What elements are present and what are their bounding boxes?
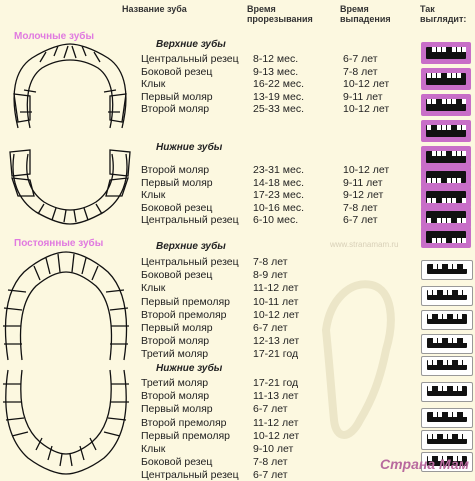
tooth-name: Клык [141, 78, 166, 90]
tooth-name: Первый моляр [141, 322, 213, 334]
tooth-name: Второй моляр [141, 390, 210, 403]
fallout-time: 7-8 лет [343, 201, 378, 214]
eruption-time: 23-31 мес. [253, 164, 304, 176]
eruption-time: 10-11 лет [253, 295, 299, 308]
mouth-illustration [421, 430, 473, 450]
mouth-illustration [421, 94, 471, 116]
tooth-name: Клык [141, 443, 166, 455]
tooth-name: Первый моляр [141, 403, 213, 416]
fallout-time: 9-11 лет [343, 90, 383, 103]
tooth-name: Второй моляр [141, 103, 210, 115]
perm-lower-jaw [3, 370, 129, 474]
fallout-time: 9-12 лет [343, 189, 384, 201]
mouth-illustration [421, 260, 473, 280]
tooth-name: Центральный резец [141, 256, 239, 268]
eruption-time: 14-18 мес. [253, 176, 304, 189]
tooth-name: Первый моляр [141, 176, 213, 189]
eruption-time: 6-7 лет [253, 322, 288, 334]
eruption-time: 13-19 мес. [253, 90, 304, 103]
header-name: Название зуба [122, 4, 187, 14]
tooth-name: Второй премоляр [141, 308, 227, 321]
perm-lower-subhead: Нижние зубы [156, 363, 223, 374]
eruption-time: 9-10 лет [253, 443, 294, 455]
tooth-name: Первый моляр [141, 90, 213, 103]
eruption-time: 17-21 год [253, 377, 299, 389]
mouth-illustration [421, 286, 473, 306]
mouth-illustration [421, 146, 471, 168]
tooth-name: Центральный резец [141, 214, 239, 226]
eruption-time: 8-9 лет [253, 269, 288, 282]
tooth-name: Центральный резец [141, 53, 239, 65]
tooth-name: Первый премоляр [141, 429, 230, 442]
fallout-time: 10-12 лет [343, 78, 390, 90]
eruption-time: 7-8 лет [253, 456, 288, 469]
fallout-time: 7-8 лет [343, 65, 378, 78]
tooth-name: Второй моляр [141, 164, 210, 176]
tooth-name: Третий моляр [141, 348, 209, 361]
mouth-illustration [421, 166, 471, 188]
mouth-illustration [421, 310, 473, 330]
eruption-time: 17-21 год [253, 348, 299, 361]
eruption-time: 12-13 лет [253, 335, 300, 348]
eruption-time: 25-33 мес. [253, 103, 304, 115]
tooth-name: Клык [141, 282, 166, 295]
eruption-time: 16-22 мес. [253, 78, 304, 90]
baby-lower-jaw [10, 150, 130, 224]
decorative-tooth-shape [326, 284, 391, 435]
tooth-name: Третий моляр [141, 377, 209, 389]
mouth-illustration [421, 206, 471, 228]
baby-upper-subhead: Верхние зубы [156, 39, 226, 50]
eruption-time: 6-7 лет [253, 469, 288, 481]
baby-lower-subhead: Нижние зубы [156, 142, 223, 153]
eruption-time: 8-12 мес. [253, 53, 299, 65]
tooth-name: Боковой резец [141, 201, 213, 214]
header-look-line2: выглядит: [420, 14, 467, 24]
perm-upper-subhead: Верхние зубы [156, 241, 226, 252]
tooth-name: Второй моляр [141, 335, 210, 348]
mouth-illustration [421, 226, 471, 248]
mouth-illustration [421, 408, 473, 428]
header-erupt-line2: прорезывания [247, 14, 313, 24]
mouth-illustration [421, 334, 473, 354]
eruption-time: 10-16 мес. [253, 201, 304, 214]
baby-upper-jaw [14, 44, 126, 128]
header-fall-line2: выпадения [340, 14, 391, 24]
eruption-time: 17-23 мес. [253, 189, 304, 201]
mouth-illustration [421, 68, 471, 90]
mouth-illustration [421, 382, 473, 402]
mouth-illustration [421, 42, 471, 64]
fallout-time: 6-7 лет [343, 53, 378, 65]
tooth-name: Первый премоляр [141, 295, 230, 308]
fallout-time: 6-7 лет [343, 214, 378, 226]
fallout-time: 10-12 лет [343, 164, 390, 176]
header-fall-line1: Время [340, 4, 369, 14]
fallout-time: 10-12 лет [343, 103, 390, 115]
perm-teeth-title: Постоянные зубы [14, 238, 104, 249]
eruption-time: 11-12 лет [253, 416, 299, 429]
tooth-name: Боковой резец [141, 65, 213, 78]
baby-teeth-title: Молочные зубы [14, 31, 94, 42]
perm-upper-jaw [3, 252, 129, 360]
eruption-time: 9-13 мес. [253, 65, 299, 78]
eruption-time: 10-12 лет [253, 429, 300, 442]
mouth-illustration [421, 186, 471, 208]
eruption-time: 11-13 лет [253, 390, 299, 403]
fallout-time: 9-11 лет [343, 176, 383, 189]
eruption-time: 6-10 мес. [253, 214, 299, 226]
eruption-time: 11-12 лет [253, 282, 299, 295]
header-look-line1: Так [420, 4, 435, 14]
header-erupt-line1: Время [247, 4, 276, 14]
tooth-name: Второй премоляр [141, 416, 227, 429]
eruption-time: 10-12 лет [253, 308, 300, 321]
mouth-illustration [421, 120, 471, 142]
watermark: Страна Мам [379, 456, 469, 472]
tooth-name: Центральный резец [141, 469, 239, 481]
tooth-name: Клык [141, 189, 166, 201]
tooth-name: Боковой резец [141, 456, 213, 469]
eruption-time: 6-7 лет [253, 403, 288, 416]
mouth-illustration [421, 356, 473, 376]
eruption-time: 7-8 лет [253, 256, 288, 268]
site-url: www.stranamam.ru [330, 240, 399, 249]
tooth-name: Боковой резец [141, 269, 213, 282]
